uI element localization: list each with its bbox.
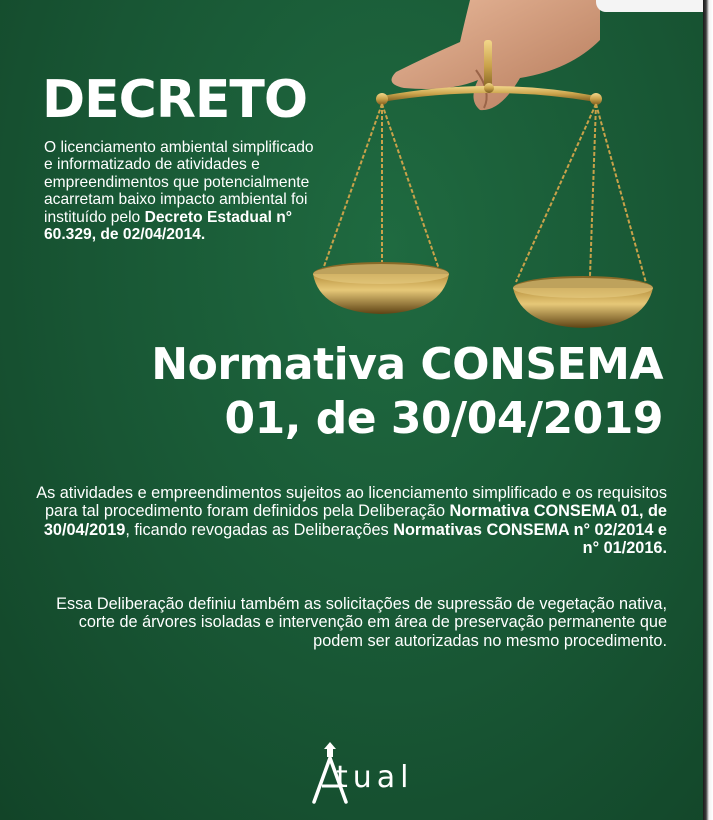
corner-decoration <box>596 0 706 12</box>
normativa-title-line2: 01, de 30/04/2019 <box>224 393 663 444</box>
decreto-text-bold: Decreto Estadual n° 60.329, de 02/04/2014. <box>44 208 293 244</box>
justice-scale-icon <box>300 0 700 340</box>
decreto-text <box>44 139 324 243</box>
paragraph1-text2: , ficando revogadas as Deliberações <box>125 520 394 539</box>
paragraph1-bold2: Normativas CONSEMA n° 02/2014 e n° 01/2016. <box>393 520 667 558</box>
paragraph1-bold1: Normativa CONSEMA 01, de 30/04/2019 <box>43 502 667 539</box>
normativa-title <box>23 338 663 446</box>
paragraph-licenciamento <box>27 484 667 558</box>
page-edge <box>703 0 713 820</box>
logo-wordmark: tual <box>336 760 414 795</box>
decreto-text-regular: O licenciamento ambiental simplificado e informatizado de atividades e empreendimentos que potencialmente acarretam baixo impacto ambiental foi instituído pelo <box>44 139 314 226</box>
paragraph1-text1: As atividades e empreendimentos sujeitos ao licenciamento simplificado e os requisitos para tal procedimento foram definidos pela Deliberação <box>36 484 667 521</box>
paragraph-deliberacao: Essa Deliberação definiu também as solicitações de supressão de vegetação nativa, corte de árvores isoladas e intervenção em área de preservação permanente que podem ser autorizadas no mesmo procedimento. <box>56 595 667 650</box>
decreto-title: DECRETO <box>42 70 308 130</box>
normativa-title-line1: Normativa CONSEMA <box>151 339 663 390</box>
